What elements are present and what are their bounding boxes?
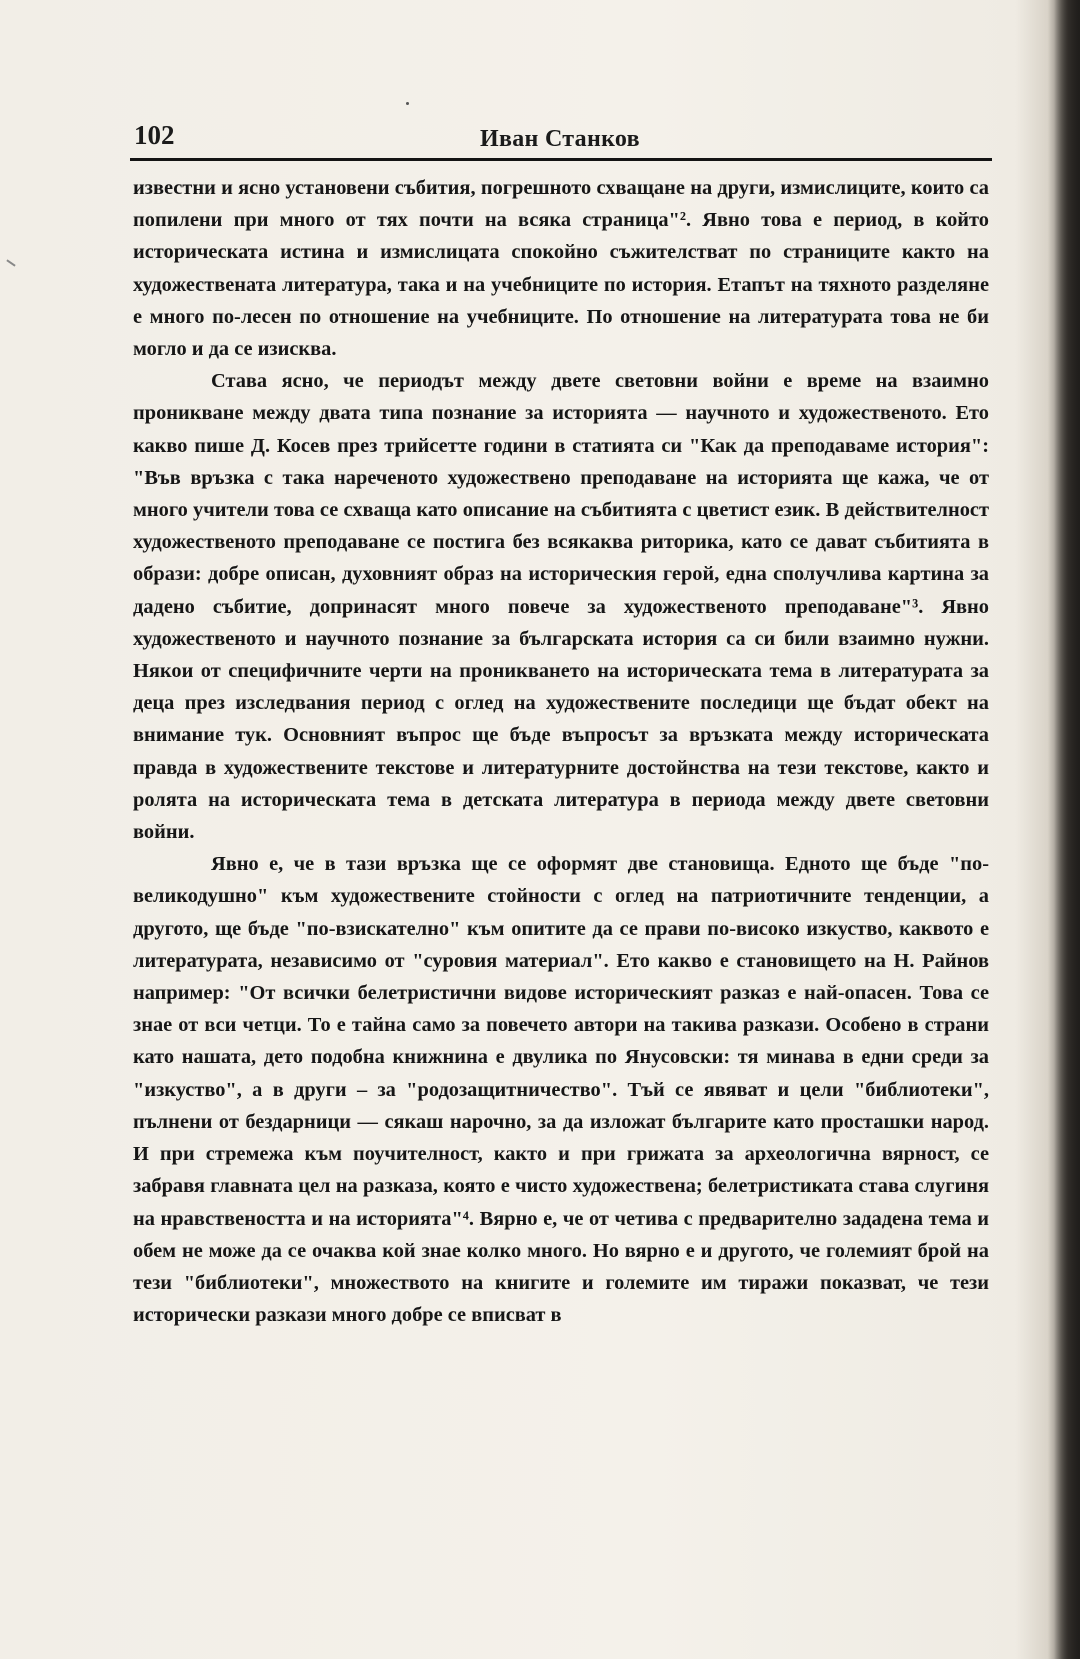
header-rule xyxy=(130,158,992,161)
paragraph-2: Става ясно, че периодът между двете световни войни е време на взаимно проникване между двата типа познание за историята — научното и художественото. Ето какво пише Д. Косев през трийсетте години в статията си "Как да преподаваме история": "Във връзка с така нареченото художествено преподаване на историята ще кажа, че от много учители това се схваща като описание на събитията с цветист език. В действителност художественото преподаване се постига без всякаква риторика, като се дават събитията в образи: добре описан, духовният образ на историческия герой, една сполучлива картина за дадено събитие, допринасят много повече за художественото преподаване"³. Явно художественото и научното познание за българската история са си били взаимно нужни. Някои от специфичните черти на проникването на историческата тема в литературата за деца през изследвания период с оглед на художествените последици ще бъдат обект на внимание тук. Основният въпрос ще бъде въпросът за връзката между историческата правда в художествените текстове и литературните достойнства на тези текстове, както и ролята на историческата тема в детската литература в периода между двете световни войни. xyxy=(133,370,989,844)
book-spine-shadow xyxy=(1054,0,1080,1659)
paragraph-3: Явно е, че в тази връзка ще се оформят две становища. Едното ще бъде "по-великодушно" към художествените стойности с оглед на патриотичните тенденции, а другото, ще бъде "по-взискателно" към опитите да се прави по-високо изкуство, каквото е литературата, независимо от "суровия материал". Ето какво е становището на Н. Райнов например: "От всички белетристични видове историческият разказ е най-опасен. Това се знае от вси четци. То е тайна само за повечето автори на такива разкази. Особено в страни като нашата, дето подобна книжнина е двулика по Янусовски: тя минава в едни среди за "изкуство", а в други – за "родозащитничество". Тъй се явяват и цели "библиотеки", пълнени от бездарници — сякаш нарочно, за да изложат българите като просташки народ. И при стремежа към поучителност, както и при грижата за археологична вярност, се забравя главната цел на разказа, която е чисто художествена; белетристиката става слугиня на нравствеността и на историята"⁴. Вярно е, че от четива с предварително зададена тема и обем не може да се очаква кой знае колко много. Но вярно е и другото, че големият брой на тези "библиотеки", множеството на книгите и големите им тиражи показват, че тези исторически разкази много добре се вписват в xyxy=(133,853,989,1327)
scan-edge-mark xyxy=(6,259,15,266)
paragraph-1: известни и ясно установени събития, погрешното схващане на други, измислиците, които са попилени при много от тях почти на всяка страница"². Явно това е период, в който историческата истина и измислицата спокойно съжителстват по страниците както на художествената литература, така и на учебниците по история. Етапът на тяхното разделяне е много по-лесен по отношение на учебниците. По отношение на литературата това не би могло и да се изисква. xyxy=(133,177,989,361)
page-number: 102 xyxy=(134,120,175,150)
running-head-author: Иван Станков xyxy=(480,126,640,152)
page-header xyxy=(130,118,992,162)
body-text xyxy=(133,172,989,1331)
scan-speck xyxy=(406,102,409,105)
